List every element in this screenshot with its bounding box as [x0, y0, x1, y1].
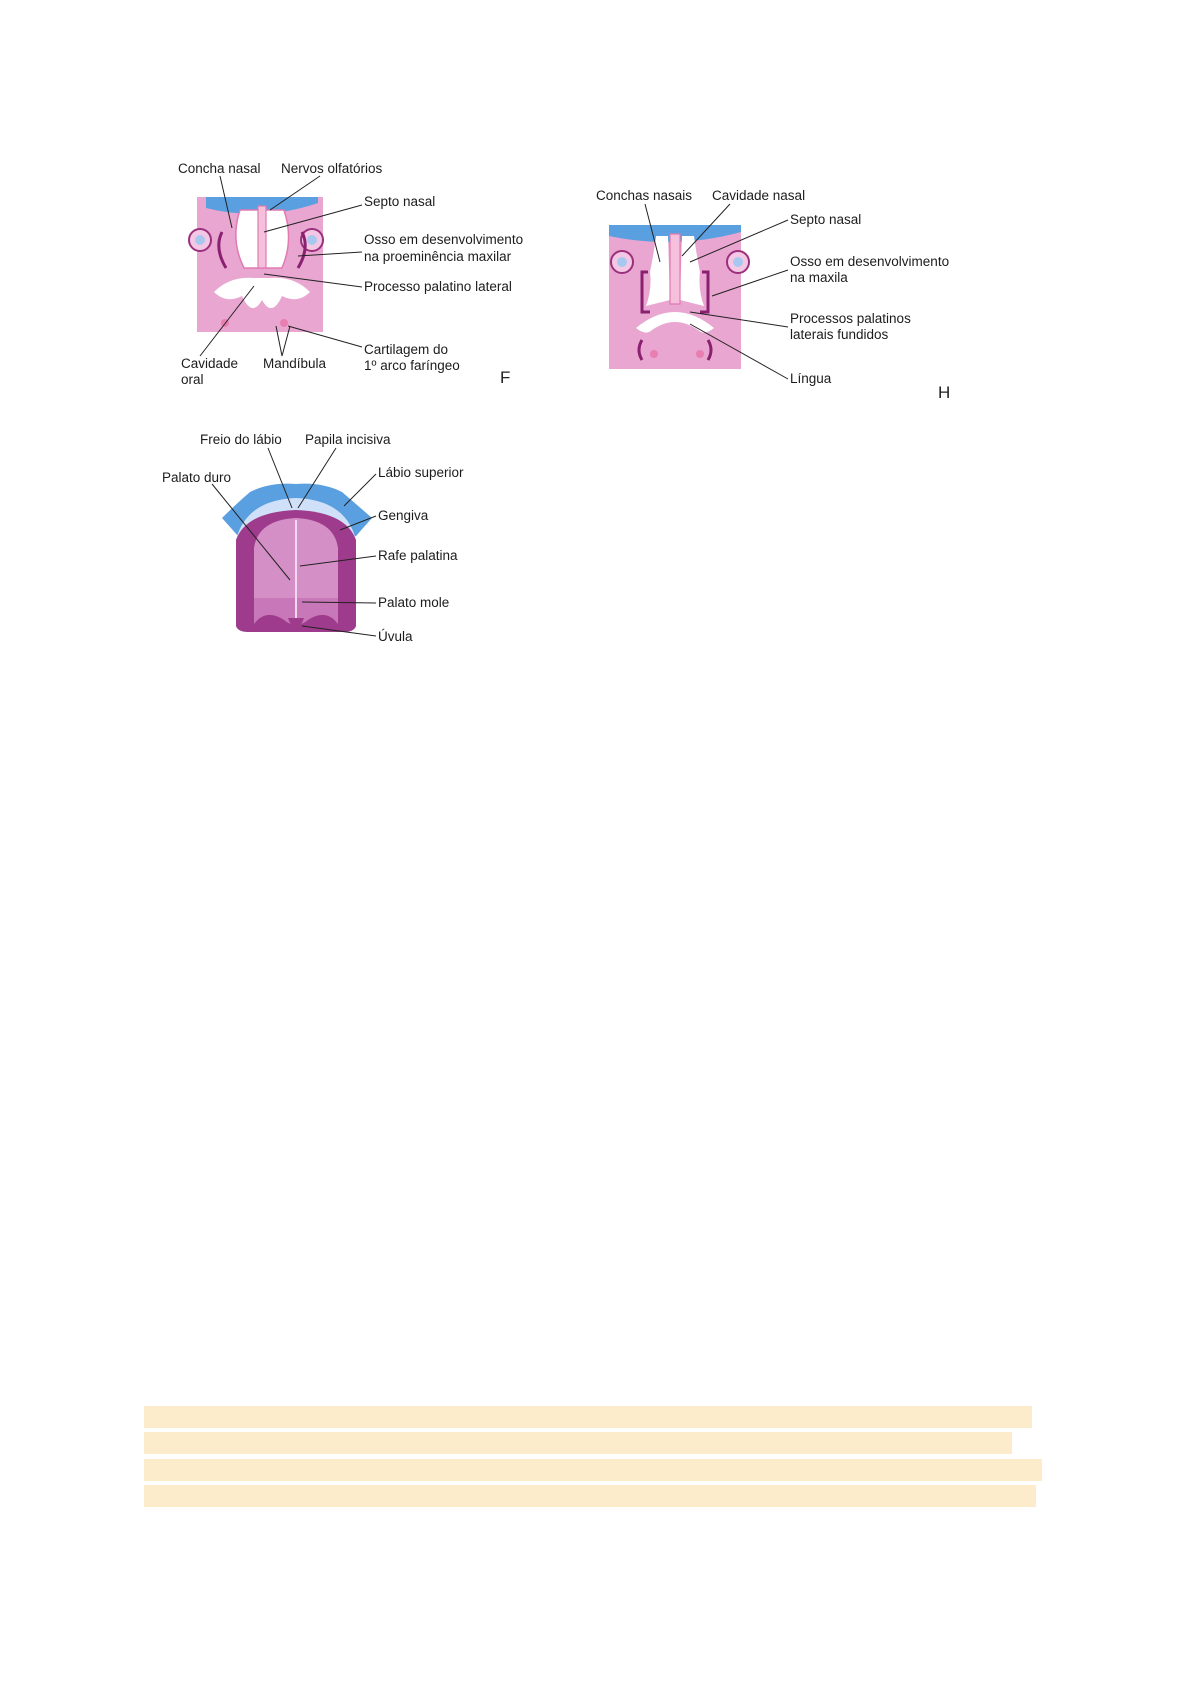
label-cavidade-line2: oral — [181, 372, 204, 387]
label-processo-palatino: Processo palatino lateral — [364, 279, 512, 294]
highlight-bar-2 — [144, 1432, 1012, 1454]
label-gengiva: Gengiva — [378, 508, 429, 523]
label-osso-line2: na proeminência maxilar — [364, 249, 512, 264]
label-processos-line1: Processos palatinos — [790, 311, 911, 326]
label-h-septo-nasal: Septo nasal — [790, 212, 862, 227]
label-conchas-nasais: Conchas nasais — [596, 188, 693, 203]
figure-f-letter: F — [500, 368, 511, 387]
figure-palate — [0, 0, 560, 680]
label-cartilagem-line2: 1º arco faríngeo — [364, 358, 460, 373]
figure-h-septum — [670, 234, 680, 304]
label-concha-nasal: Concha nasal — [178, 161, 261, 176]
figure-h-eye-right — [727, 251, 749, 273]
figure-h-letter: H — [938, 383, 951, 402]
label-uvula: Úvula — [378, 629, 413, 644]
highlight-bar-4 — [144, 1485, 1036, 1507]
label-papila: Papila incisiva — [305, 432, 391, 447]
label-cavidade-nasal: Cavidade nasal — [712, 188, 806, 203]
label-palato-mole: Palato mole — [378, 595, 450, 610]
highlight-bar-3 — [144, 1459, 1042, 1481]
label-lingua: Língua — [790, 371, 832, 386]
label-palato-duro: Palato duro — [162, 470, 232, 485]
label-h-osso-line2: na maxila — [790, 270, 848, 285]
label-freio: Freio do lábio — [200, 432, 282, 447]
label-cartilagem-line1: Cartilagem do — [364, 342, 449, 357]
figure-h-eye-left — [611, 251, 633, 273]
label-rafe: Rafe palatina — [378, 548, 458, 563]
label-nervos-olfatorios: Nervos olfatórios — [281, 161, 383, 176]
figure-h-cartilage-left — [650, 350, 658, 358]
label-mandibula: Mandíbula — [263, 356, 327, 371]
label-cavidade-line1: Cavidade — [181, 356, 239, 371]
label-h-osso-line1: Osso em desenvolvimento — [790, 254, 950, 269]
label-septo-nasal: Septo nasal — [364, 194, 436, 209]
label-labio-superior: Lábio superior — [378, 465, 464, 480]
label-osso-line1: Osso em desenvolvimento — [364, 232, 524, 247]
figure-palate-drawing — [0, 0, 560, 680]
figure-h-cartilage-right — [696, 350, 704, 358]
highlight-bar-1 — [144, 1406, 1032, 1428]
label-processos-line2: laterais fundidos — [790, 327, 889, 342]
